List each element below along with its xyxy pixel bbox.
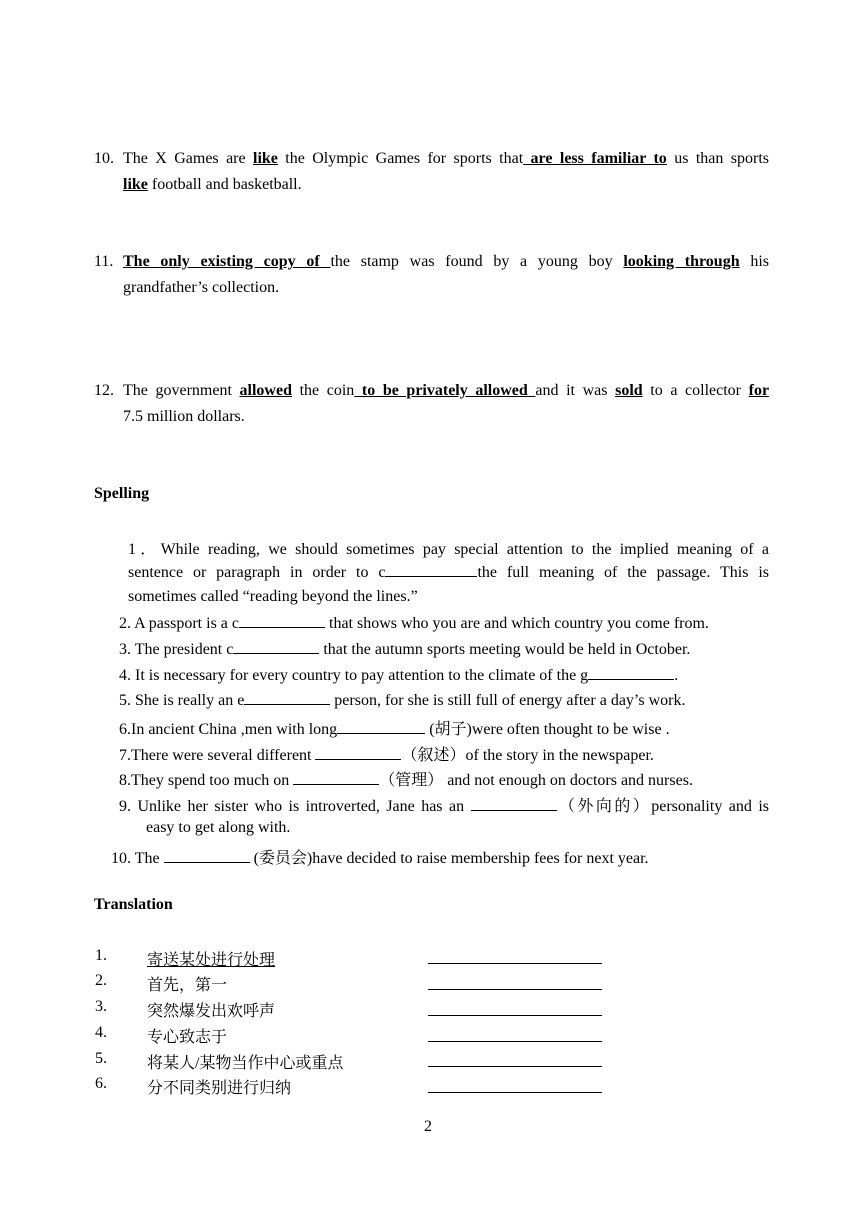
translation-number: 3. [95,998,107,1015]
translation-number: 5. [95,1050,107,1067]
answer-blank[interactable] [233,639,319,654]
spelling-line: sometimes called “reading beyond the lines.” [128,588,418,605]
answer-line[interactable] [428,989,602,990]
key-phrase: to be privately allowed [354,382,536,399]
answer-line[interactable] [428,1092,602,1093]
answer-blank[interactable] [244,690,330,705]
answer-blank[interactable] [315,745,401,760]
spelling-item-8: 8.They spend too much on （管理） and not enough on doctors and nurses. [119,772,693,789]
answer-blank[interactable] [385,562,477,577]
translation-number: 1. [95,947,107,964]
translation-number: 6. [95,1075,107,1092]
translation-prompt: 将某人/某物当作中心或重点 [147,1055,344,1072]
translation-heading: Translation [94,896,173,913]
answer-line[interactable] [428,1066,602,1067]
spelling-item-3: 3. The president c that the autumn sports meeting would be held in October. [119,641,691,658]
spelling-item-7: 7.There were several different （叙述）of the story in the newspaper. [119,747,654,764]
item-line: The only existing copy of the stamp was found by a young boy looking through his [123,253,770,270]
key-phrase: allowed [239,382,292,399]
answer-line[interactable] [428,963,602,964]
spelling-item-4: 4. It is necessary for every country to pay attention to the climate of the g . [119,667,679,684]
key-phrase: sold [615,382,643,399]
translation-number: 4. [95,1024,107,1041]
item-line: like football and basketball. [123,176,302,193]
key-phrase: like [123,176,148,193]
spelling-line: 9. Unlike her sister who is introverted, Jane has an （外向的）personality and is [119,798,769,815]
spelling-line: 1．While reading, we should sometimes pay special attention to the implied meaning of a [128,541,769,558]
translation-prompt: 分不同类别进行归纳 [147,1080,292,1097]
translation-prompt: 寄送某处进行处理 [147,952,276,969]
key-phrase: like [253,150,278,167]
item-number: 10. [94,150,114,167]
page-number: 2 [424,1118,432,1135]
key-phrase: are less familiar to [523,150,667,167]
item-line: 7.5 million dollars. [123,408,245,425]
spelling-item-5: 5. She is really an e person, for she is still full of energy after a day’s work. [119,692,686,709]
spelling-item-2: 2. A passport is a c that shows who you are and which country you come from. [119,615,709,632]
spelling-item-6: 6.In ancient China ,men with long (胡子)were often thought to be wise . [119,721,670,738]
translation-prompt: 专心致志于 [147,1029,228,1046]
item-line: The government allowed the coin to be privately allowed and it was sold to a collector for [123,382,770,399]
answer-blank[interactable] [293,770,379,785]
answer-blank[interactable] [239,613,325,628]
answer-blank[interactable] [337,719,425,734]
answer-blank[interactable] [471,796,557,811]
key-phrase: looking through [623,253,740,270]
key-phrase: The only existing copy of [123,253,331,270]
answer-line[interactable] [428,1015,602,1016]
key-phrase: for [748,382,770,399]
spelling-heading: Spelling [94,485,150,502]
translation-number: 2. [95,972,107,989]
item-number: 11. [94,253,114,270]
translation-prompt: 突然爆发出欢呼声 [147,1003,276,1020]
spelling-item-10: 10. The (委员会)have decided to raise membership fees for next year. [111,850,649,867]
spelling-line: easy to get along with. [146,819,291,836]
item-number: 12. [94,382,114,399]
item-line: The X Games are like the Olympic Games for sports that are less familiar to us than sports [123,150,770,167]
spelling-line: sentence or paragraph in order to c the full meaning of the passage. This is [128,564,769,581]
answer-line[interactable] [428,1041,602,1042]
answer-blank[interactable] [164,848,250,863]
item-line: grandfather’s collection. [123,279,280,296]
answer-blank[interactable] [588,665,674,680]
translation-prompt: 首先，第一 [147,977,228,994]
